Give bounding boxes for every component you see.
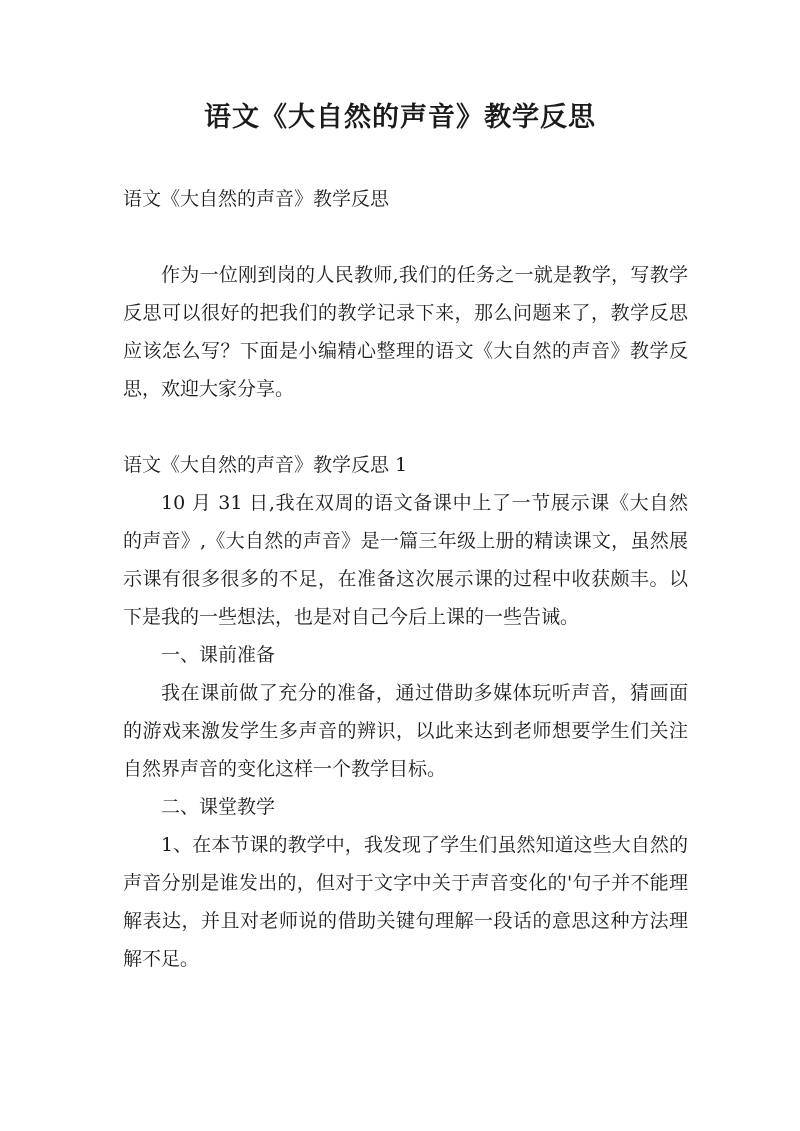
heading-preparation: 一、课前准备	[161, 644, 276, 666]
document-title: 语文《大自然的声音》教学反思	[204, 102, 596, 133]
paragraph-1: 10 月 31 日,我在双周的语文备课中上了一节展示课《大自然的声音》,《大自然的声音》是一篇三年级上册的精读课文，虽然展示课有很多很多的不足，在准备这次展示课的过程中收获颇丰。以下是我的一些想法，也是对自己今后上课的一些告诫。	[123, 492, 688, 628]
document-subtitle: 语文《大自然的声音》教学反思	[123, 188, 390, 210]
section-title: 语文《大自然的声音》教学反思 1	[123, 454, 408, 476]
intro-paragraph: 作为一位刚到岗的人民教师,我们的任务之一就是教学，写教学反思可以很好的把我们的教学记录下来，那么问题来了，教学反思应该怎么写？下面是小编精心整理的语文《大自然的声音》教学反思，欢迎大家分享。	[123, 264, 688, 400]
heading-classroom: 二、课堂教学	[161, 796, 276, 818]
paragraph-2: 我在课前做了充分的准备，通过借助多媒体玩听声音，猜画面的游戏来激发学生多声音的辨识，以此来达到老师想要学生们关注自然界声音的变化这样一个教学目标。	[123, 682, 688, 780]
paragraph-3: 1、在本节课的教学中，我发现了学生们虽然知道这些大自然的声音分别是谁发出的，但对于文字中关于声音变化的'句子并不能理解表达，并且对老师说的借助关键句理解一段话的意思这种方法理解不足。	[123, 834, 688, 970]
document-body	[123, 180, 688, 978]
